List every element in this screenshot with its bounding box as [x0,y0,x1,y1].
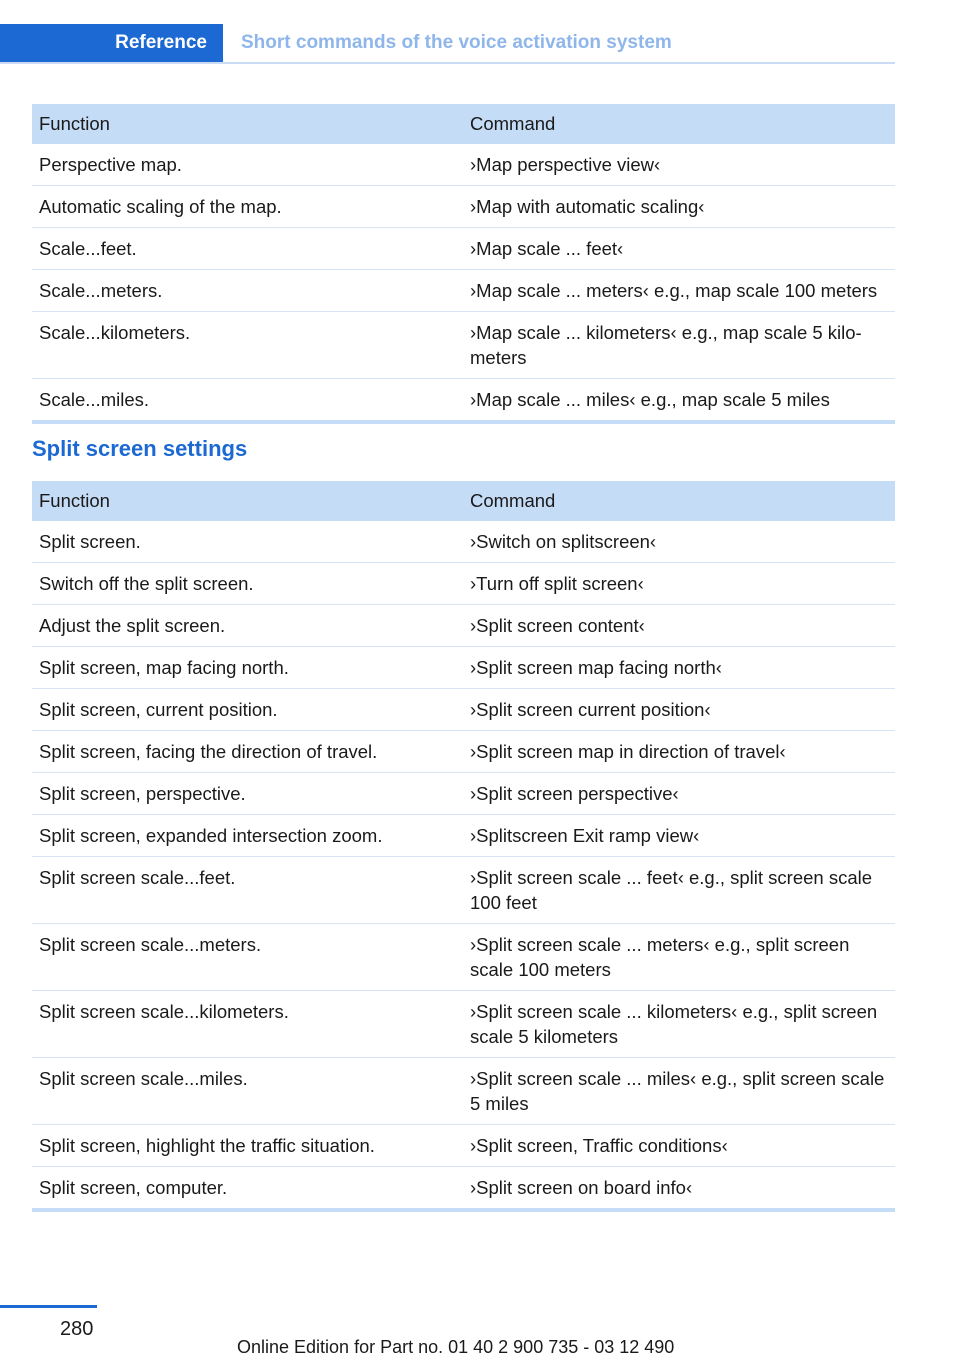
command-cell: ›Map scale ... feet‹ [463,228,895,270]
command-cell: ›Split screen scale ... meters‹ e.g., split screen scale 100 meters [463,924,895,991]
table-row [32,379,895,423]
function-cell: Split screen, facing the direction of travel. [32,731,463,773]
table-row [32,924,895,991]
function-cell: Split screen scale...feet. [32,857,463,924]
function-cell: Scale...miles. [32,379,463,423]
command-cell: ›Map perspective view‹ [463,144,895,186]
table-row [32,186,895,228]
column-header-function: Function [32,104,463,144]
table-row [32,857,895,924]
command-cell: ›Split screen current position‹ [463,689,895,731]
command-cell: ›Split screen map facing north‹ [463,647,895,689]
table-row [32,312,895,379]
table-row [32,563,895,605]
command-cell: ›Map scale ... miles‹ e.g., map scale 5 miles [463,379,895,423]
edition-note: Online Edition for Part no. 01 40 2 900 735 - 03 12 490 [237,1337,675,1357]
table-header-row [32,481,895,521]
function-cell: Split screen, highlight the traffic situation. [32,1125,463,1167]
table-row [32,991,895,1058]
function-cell: Split screen, perspective. [32,773,463,815]
command-cell: ›Map scale ... kilometers‹ e.g., map scale 5 kilo‐meters [463,312,895,379]
map-commands-table [32,104,895,424]
table-row [32,144,895,186]
table-row [32,605,895,647]
table-row [32,773,895,815]
table-row [32,1058,895,1125]
table-row [32,270,895,312]
table-row [32,521,895,563]
function-cell: Split screen. [32,521,463,563]
function-cell: Scale...feet. [32,228,463,270]
function-cell: Split screen, expanded intersection zoom. [32,815,463,857]
table-row [32,689,895,731]
split-screen-commands-table [32,481,895,1212]
command-cell: ›Split screen, Traffic conditions‹ [463,1125,895,1167]
command-cell: ›Map with automatic scaling‹ [463,186,895,228]
command-cell: ›Split screen content‹ [463,605,895,647]
column-header-command: Command [463,104,895,144]
split-screen-heading: Split screen settings [32,436,248,461]
function-cell: Split screen, computer. [32,1167,463,1211]
page-number: 280 [60,1318,94,1340]
function-cell: Split screen scale...kilometers. [32,991,463,1058]
footer-rule [0,1305,97,1308]
function-cell: Split screen, map facing north. [32,647,463,689]
command-cell: ›Split screen scale ... miles‹ e.g., split screen scale 5 miles [463,1058,895,1125]
table-row [32,1125,895,1167]
command-cell: ›Split screen map in direction of travel‹ [463,731,895,773]
command-cell: ›Map scale ... meters‹ e.g., map scale 100 meters [463,270,895,312]
function-cell: Scale...meters. [32,270,463,312]
section-title: Short commands of the voice activation system [241,32,672,53]
command-cell: ›Split screen scale ... feet‹ e.g., split screen scale 100 feet [463,857,895,924]
function-cell: Split screen, current position. [32,689,463,731]
function-cell: Adjust the split screen. [32,605,463,647]
command-cell: ›Switch on splitscreen‹ [463,521,895,563]
page-header [0,24,895,64]
function-cell: Scale...kilometers. [32,312,463,379]
table-row [32,647,895,689]
command-cell: ›Split screen scale ... kilometers‹ e.g., split screen scale 5 kilometers [463,991,895,1058]
function-cell: Switch off the split screen. [32,563,463,605]
function-cell: Automatic scaling of the map. [32,186,463,228]
command-cell: ›Split screen perspective‹ [463,773,895,815]
command-cell: ›Split screen on board info‹ [463,1167,895,1211]
column-header-command: Command [463,481,895,521]
command-cell: ›Splitscreen Exit ramp view‹ [463,815,895,857]
function-cell: Perspective map. [32,144,463,186]
table-row [32,731,895,773]
table-row [32,815,895,857]
function-cell: Split screen scale...miles. [32,1058,463,1125]
table-header-row [32,104,895,144]
function-cell: Split screen scale...meters. [32,924,463,991]
column-header-function: Function [32,481,463,521]
table-row [32,228,895,270]
table-row [32,1167,895,1211]
chapter-tab: Reference [0,24,223,62]
command-cell: ›Turn off split screen‹ [463,563,895,605]
